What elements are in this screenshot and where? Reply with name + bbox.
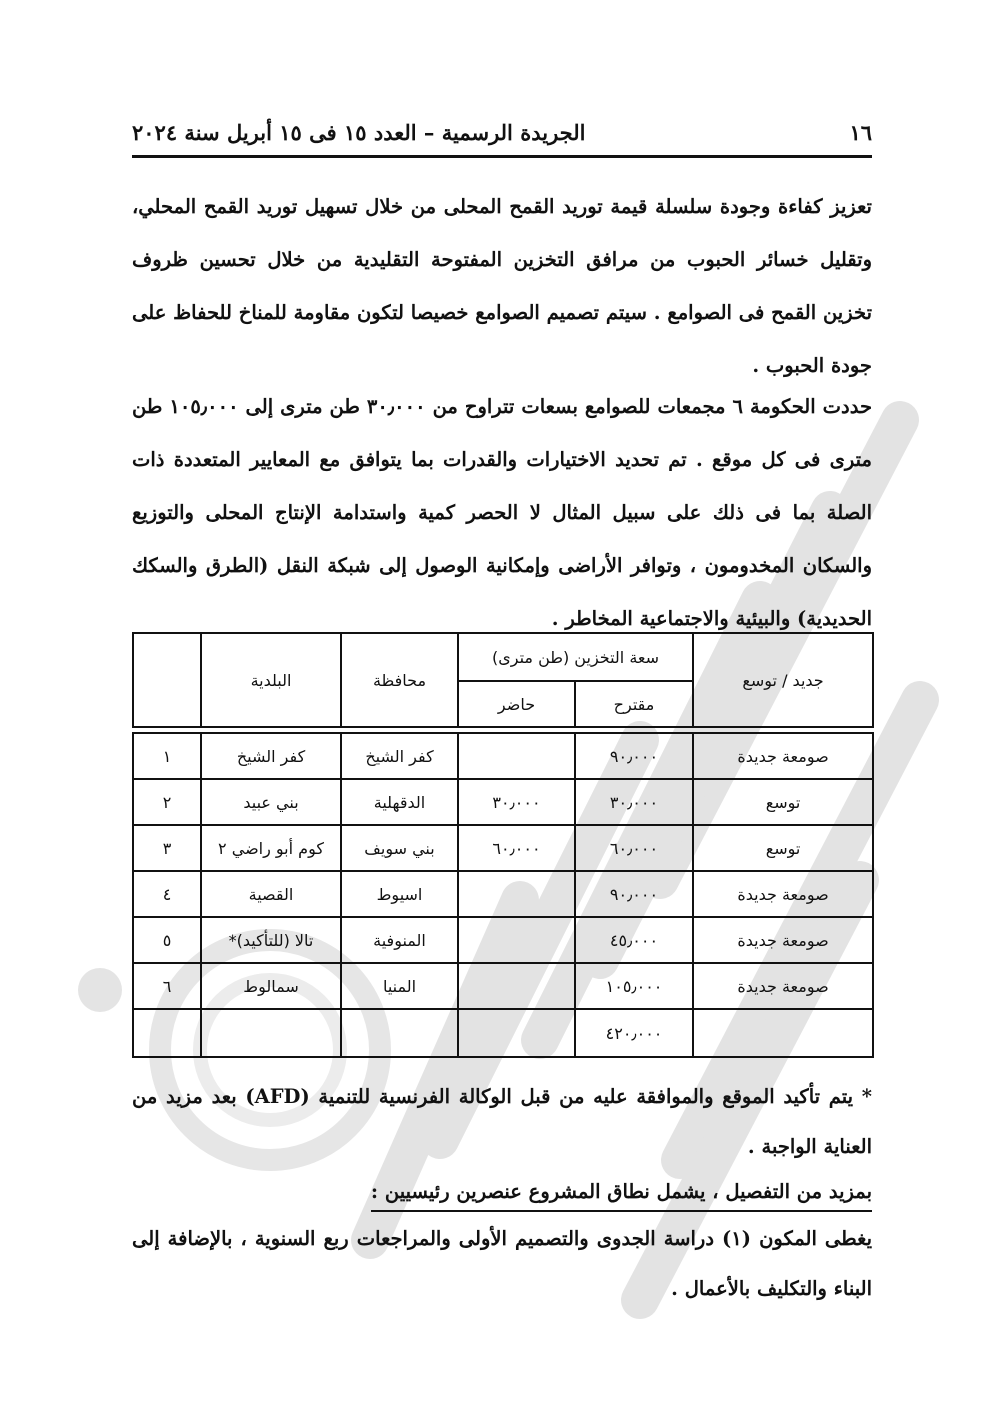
row-municipality: كوم أبو راضي ٢ — [201, 825, 341, 871]
table-total-row — [133, 1009, 873, 1057]
row-type: صومعة جديدة — [693, 871, 873, 917]
row-current: ٦٠٫٠٠٠ — [458, 825, 575, 871]
row-index: ٦ — [133, 963, 201, 1009]
row-governorate: المنوفية — [341, 917, 458, 963]
table-row — [133, 963, 873, 1009]
row-index: ٢ — [133, 779, 201, 825]
total-current — [458, 1009, 575, 1057]
page-number: ١٦ — [849, 119, 872, 145]
row-proposed: ٩٠٫٠٠٠ — [575, 871, 693, 917]
silo-table — [132, 632, 874, 1058]
page-header — [132, 112, 872, 152]
row-governorate: اسيوط — [341, 871, 458, 917]
row-current — [458, 917, 575, 963]
total-type — [693, 1009, 873, 1057]
header-proposed: مقترح — [575, 681, 693, 727]
row-index: ١ — [133, 733, 201, 779]
scope-subtitle: بمزيد من التفصيل ، يشمل نطاق المشروع عنصرين رئيسيين : — [371, 1174, 872, 1212]
row-index: ٤ — [133, 871, 201, 917]
row-type: صومعة جديدة — [693, 917, 873, 963]
row-municipality: كفر الشيخ — [201, 733, 341, 779]
row-current — [458, 963, 575, 1009]
row-proposed: ٦٠٫٠٠٠ — [575, 825, 693, 871]
header-new-or-expand: جديد / توسع — [693, 633, 873, 727]
row-current — [458, 871, 575, 917]
header-current: حاضر — [458, 681, 575, 727]
component-1-paragraph: يغطى المكون (١) دراسة الجدوى والتصميم الأولى والمراجعات ربع السنوية ، بالإضافة إلى البناء والتكليف بالأعمال . — [132, 1227, 872, 1300]
table-row — [133, 779, 873, 825]
header-index — [133, 633, 201, 727]
row-proposed: ٤٥٫٠٠٠ — [575, 917, 693, 963]
header-capacity: سعة التخزين (طن مترى) — [458, 633, 693, 681]
row-type: صومعة جديدة — [693, 733, 873, 779]
row-type: صومعة جديدة — [693, 963, 873, 1009]
table-row — [133, 733, 873, 779]
gazette-title: الجريدة الرسمية – العدد ١٥ فى ١٥ أبريل سنة ٢٠٢٤ — [132, 119, 586, 145]
row-proposed: ١٠٥٫٠٠٠ — [575, 963, 693, 1009]
row-municipality: القصية — [201, 871, 341, 917]
row-municipality: تالا (للتأكيد)* — [201, 917, 341, 963]
table-row — [133, 871, 873, 917]
row-governorate: بني سويف — [341, 825, 458, 871]
total-governorate — [341, 1009, 458, 1057]
header-municipality: البلدية — [201, 633, 341, 727]
header-governorate: محافظة — [341, 633, 458, 727]
total-proposed: ٤٢٠٫٠٠٠ — [575, 1009, 693, 1057]
row-governorate: المنيا — [341, 963, 458, 1009]
row-governorate: كفر الشيخ — [341, 733, 458, 779]
row-index: ٣ — [133, 825, 201, 871]
row-type: توسع — [693, 825, 873, 871]
row-municipality: سمالوط — [201, 963, 341, 1009]
paragraph-2: حددت الحكومة ٦ مجمعات للصوامع بسعات تتراوح من ٣٠٫٠٠٠ طن مترى إلى ١٠٥٫٠٠٠ طن مترى فى كل موقع . تم تحديد الاختيارات والقدرات بما يتوافق مع المعايير المتعددة ذات الصلة بما فى ذلك على سبيل المثال لا الحصر كمية واستدامة الإنتاج المحلى والتوزيع والسكان المخدومون ، وتوافر الأراضى وإمكانية الوصول إلى شبكة النقل (الطرق والسكك الحديدية) والبيئية والاجتماعية المخاطر . — [132, 395, 872, 630]
footnote: * يتم تأكيد الموقع والموافقة عليه من قبل الوكالة الفرنسية للتنمية (AFD) بعد مزيد من العناية الواجبة . — [132, 1085, 872, 1158]
row-governorate: الدقهلية — [341, 779, 458, 825]
paragraph-1: تعزيز كفاءة وجودة سلسلة قيمة توريد القمح المحلى من خلال تسهيل توريد القمح المحلي، وتقليل خسائر الحبوب من مرافق التخزين المفتوحة التقليدية من خلال تحسين ظروف تخزين القمح فى الصوامع . سيتم تصميم الصوامع خصيصا لتكون مقاومة للمناخ للحفاظ على جودة الحبوب . — [132, 195, 872, 377]
row-current — [458, 733, 575, 779]
row-type: توسع — [693, 779, 873, 825]
row-municipality: بني عبيد — [201, 779, 341, 825]
table-row — [133, 917, 873, 963]
row-proposed: ٣٠٫٠٠٠ — [575, 779, 693, 825]
table-row — [133, 825, 873, 871]
total-municipality — [201, 1009, 341, 1057]
row-proposed: ٩٠٫٠٠٠ — [575, 733, 693, 779]
total-index — [133, 1009, 201, 1057]
row-index: ٥ — [133, 917, 201, 963]
row-current: ٣٠٫٠٠٠ — [458, 779, 575, 825]
header-divider — [132, 155, 872, 158]
